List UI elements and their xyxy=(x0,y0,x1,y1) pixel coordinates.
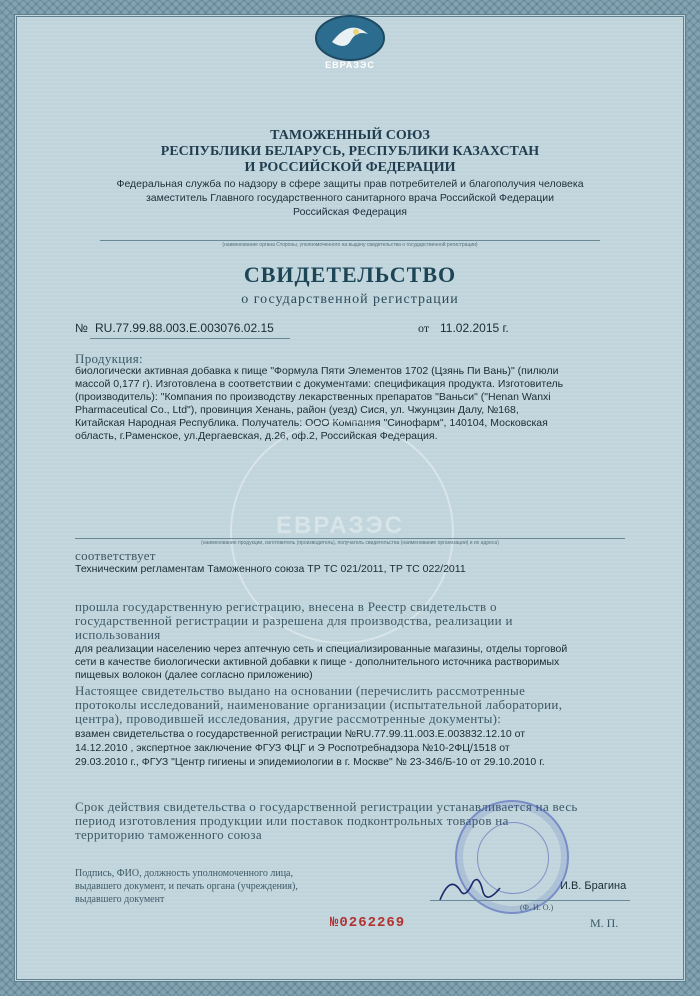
signatory-line: выдавшего документ, и печать органа (учреждения), xyxy=(75,881,298,892)
complies-text: Техническим регламентам Таможенного союза ТР ТС 021/2011, ТР ТС 022/2011 xyxy=(75,563,466,575)
authority-line-1: Федеральная служба по надзору в сфере защиты прав потребителей и благополучия человека xyxy=(116,178,584,190)
validity-line: период изготовления продукции или поставок подконтрольных товаров на xyxy=(75,813,509,828)
serial-number: №0262269 xyxy=(330,915,406,931)
authority-line-3: Российская Федерация xyxy=(293,206,407,218)
authority-line-2: заместитель Главного государственного санитарного врача Российской Федерации xyxy=(145,192,555,204)
validity-line: Срок действия свидетельства о государственной регистрации устанавливается на весь xyxy=(75,799,578,814)
product-line: Китайская Народная Республика. Получатель: ООО Компания "Синофарм", 140104, Московская xyxy=(75,417,548,429)
signature-rule xyxy=(430,900,630,901)
product-label: Продукция: xyxy=(75,351,143,366)
certificate-title: СВИДЕТЕЛЬСТВО xyxy=(243,262,457,287)
signatory-line: выдавшего документ xyxy=(75,894,165,905)
signatory-name: И.В. Брагина xyxy=(560,880,627,892)
product-line: массой 0,177 г). Изготовлена в соответствии с документами: спецификация продукта. Изготовитель xyxy=(75,378,564,390)
header-line-1: ТАМОЖЕННЫЙ СОЮЗ xyxy=(270,128,430,143)
validity-line: территорию таможенного союза xyxy=(75,827,262,842)
authority-caption: (наименование органа Стороны, уполномоченного на выдачу свидетельства о государственной регистрации) xyxy=(222,242,478,248)
registered-line: государственной регистрации и разрешена для производства, реализации и xyxy=(75,613,513,628)
usage-line: для реализации населению через аптечную сеть и специализированные магазины, отделы торговой xyxy=(75,643,568,655)
header-line-3: И РОССИЙСКОЙ ФЕДЕРАЦИИ xyxy=(244,160,456,175)
number-rule xyxy=(90,338,290,339)
usage-line: пищевых волокон (далее согласно приложению) xyxy=(75,669,313,681)
basis-detail-line: взамен свидетельства о государственной регистрации №RU.77.99.11.003.Е.003832.12.10 от xyxy=(75,728,526,740)
signature-icon xyxy=(435,870,505,910)
signatory-line: Подпись, ФИО, должность уполномоченного лица, xyxy=(75,868,293,879)
product-line: область, г.Раменское, ул.Дергаевская, д.26, оф.2, Российская Федерация. xyxy=(75,430,438,442)
product-line: биологически активная добавка к пище "Формула Пяти Элементов 1702 (Цзянь Пи Вань)" (пилюли xyxy=(75,365,559,377)
usage-line: сети в качестве биологически активной добавки к пище - дополнительного источника растворимых xyxy=(75,656,560,668)
basis-detail-line: 29.03.2010 г., ФГУЗ "Центр гигиены и эпидемиологии в г. Москве" № 23-346/Б-10 от 29.10.2010 г. xyxy=(75,756,545,768)
product-caption: (наименование продукции, изготовитель (производитель), получатель свидетельства (наименование организации) и их адреса) xyxy=(201,540,499,546)
registered-line: использования xyxy=(75,627,161,642)
authority-rule xyxy=(100,240,600,241)
registration-date: 11.02.2015 г. xyxy=(440,321,509,335)
emblem-label: ЕВРАЗЭС xyxy=(325,60,375,70)
complies-label: соответствует xyxy=(75,548,156,563)
basis-detail-line: 14.12.2010 , экспертное заключение ФГУЗ ФЦГ и Э Роспотребнадзора №10-2ФЦ/1518 от xyxy=(75,742,510,754)
seal-place-mark: М. П. xyxy=(590,916,619,930)
product-rule xyxy=(75,538,625,539)
watermark-text: ЕВРАЗЭС xyxy=(275,512,404,539)
product-line: Pharmaceutical Co., Ltd"), провинция Хенань, район (уезд) Сися, ул. Чжунцзин Далу, №168, xyxy=(75,404,519,416)
basis-line: протоколы исследований, наименование организации (испытательной лаборатории, xyxy=(75,697,563,712)
registered-line: прошла государственную регистрацию, внесена в Реестр свидетельств о xyxy=(75,599,497,614)
basis-line: центра), проводившей исследования, другие рассмотренные документы): xyxy=(75,711,502,726)
signature-caption: (Ф. И. О.) xyxy=(520,903,554,912)
certificate-subtitle: о государственной регистрации xyxy=(241,292,459,307)
registration-number: RU.77.99.88.003.Е.003076.02.15 xyxy=(95,321,274,335)
basis-line: Настоящее свидетельство выдано на основании (перечислить рассмотренные xyxy=(75,683,526,698)
header-line-2: РЕСПУБЛИКИ БЕЛАРУСЬ, РЕСПУБЛИКИ КАЗАХСТАН xyxy=(160,144,540,159)
product-line: (производитель): "Компания по производству лекарственных препаратов "Ваньси" ("Henan Wanxi xyxy=(75,391,551,403)
number-label: № xyxy=(75,321,88,335)
date-label: от xyxy=(418,321,430,335)
